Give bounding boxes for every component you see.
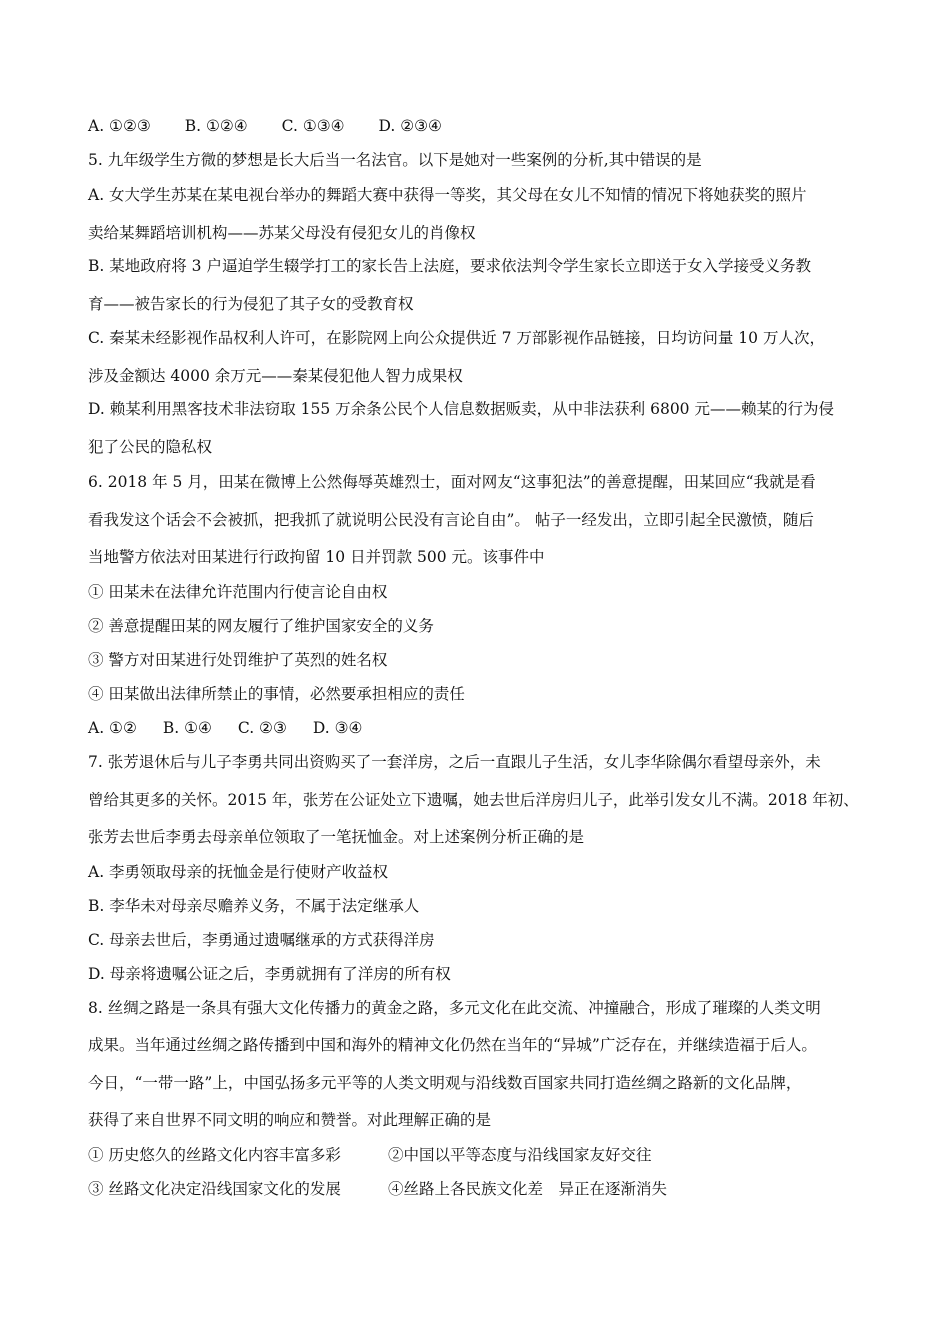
q6-item-4: ④ 田某做出法律所禁止的事情，必然要承担相应的责任	[88, 685, 465, 703]
q6-item-1: ① 田某未在法律允许范围内行使言论自由权	[88, 583, 388, 601]
q6-stem-line1: 6. 2018 年 5 月，田某在微博上公然侮辱英雄烈士，面对网友“这事犯法”的善意提醒，田某回应“我就是看	[88, 473, 816, 491]
q8-stem-line4: 获得了来自世界不同文明的响应和赞誉。对此理解正确的是	[88, 1111, 492, 1129]
q4-option-d: D. ②③④	[378, 117, 442, 135]
q8-items-row2	[88, 1179, 868, 1199]
q8-stem-line3: 今日，“一带一路”上，中国弘扬多元平等的人类文明观与沿线数百国家共同打造丝绸之路新的文化品牌，	[88, 1074, 802, 1092]
q6-option-d: D. ③④	[312, 719, 363, 737]
q5-option-d-line1: D. 赖某利用黑客技术非法窃取 155 万余条公民个人信息数据贩卖，从中非法获利 6800 元——赖某的行为侵	[88, 400, 834, 418]
q5-option-b-line1: B. 某地政府将 3 户逼迫学生辍学打工的家长告上法庭，要求依法判令学生家长立即送于女入学接受义务教	[88, 257, 811, 275]
q7-stem-line1: 7. 张芳退休后与儿子李勇共同出资购买了一套洋房，之后一直跟儿子生活，女儿李华除偶尔看望母亲外，未	[88, 753, 821, 771]
q7-option-c: C. 母亲去世后，李勇通过遗嘱继承的方式获得洋房	[88, 931, 435, 949]
q4-option-b: B. ①②④	[184, 117, 248, 135]
q6-option-c: C. ②③	[237, 719, 287, 737]
q6-stem-line2: 看我发这个话会不会被抓，把我抓了就说明公民没有言论自由”。 帖子一经发出，立即引起全民激愤，随后	[88, 511, 814, 529]
q5-option-c-line2: 涉及金额达 4000 余万元——秦某侵犯他人智力成果权	[88, 367, 463, 385]
q7-option-d: D. 母亲将遗嘱公证之后，李勇就拥有了洋房的所有权	[88, 965, 451, 983]
q7-option-a: A. 李勇领取母亲的抚恤金是行使财产收益权	[88, 863, 389, 881]
q7-option-b: B. 李华未对母亲尽赡养义务，不属于法定继承人	[88, 897, 420, 915]
q8-items-row1	[88, 1145, 868, 1165]
q4-option-c: C. ①③④	[281, 117, 345, 135]
q5-option-b-line2: 育——被告家长的行为侵犯了其子女的受教育权	[88, 295, 414, 313]
q6-item-2: ② 善意提醒田某的网友履行了维护国家安全的义务	[88, 617, 434, 635]
q5-option-a-line2: 卖给某舞蹈培训机构——苏某父母没有侵犯女儿的肖像权	[88, 224, 476, 242]
q6-item-3: ③ 警方对田某进行处罚维护了英烈的姓名权	[88, 651, 388, 669]
q4-options	[88, 116, 868, 136]
q5-option-a-line1: A. 女大学生苏某在某电视台举办的舞蹈大赛中获得一等奖，其父母在女儿不知情的情况下将她获奖的照片	[88, 186, 807, 204]
q7-stem-line2: 曾给其更多的关怀。2015 年，张芳在公证处立下遗嘱，她去世后洋房归儿子，此举引发女儿不满。2018 年初、	[88, 791, 859, 809]
q4-option-a: A. ①②③	[88, 117, 151, 135]
q6-stem-line3: 当地警方依法对田某进行行政拘留 10 日并罚款 500 元。该事件中	[88, 548, 545, 566]
q8-item-3: ③ 丝路文化决定沿线国家文化的发展	[88, 1180, 341, 1198]
q8-item-1: ① 历史悠久的丝路文化内容丰富多彩	[88, 1146, 341, 1164]
q5-stem: 5. 九年级学生方微的梦想是长大后当一名法官。以下是她对一些案例的分析,其中错误的是	[88, 151, 702, 169]
q7-stem-line3: 张芳去世后李勇去母亲单位领取了一笔抚恤金。对上述案例分析正确的是	[88, 828, 585, 846]
q6-option-b: B. ①④	[162, 719, 212, 737]
q8-stem-line1: 8. 丝绸之路是一条具有强大文化传播力的黄金之路，多元文化在此交流、冲撞融合，形成了璀璨的人类文明	[88, 999, 821, 1017]
q8-stem-line2: 成果。当年通过丝绸之路传播到中国和海外的精神文化仍然在当年的“异城”广泛存在，并继续造福于后人。	[88, 1036, 817, 1054]
q6-options	[88, 718, 868, 738]
q8-item-4: ④丝路上各民族文化差 异正在逐渐消失	[388, 1180, 668, 1198]
q6-option-a: A. ①②	[88, 719, 137, 737]
q5-option-c-line1: C. 秦某未经影视作品权利人许可，在影院网上向公众提供近 7 万部影视作品链接，日均访问量 10 万人次，	[88, 329, 825, 347]
q8-item-2: ②中国以平等态度与沿线国家友好交往	[388, 1146, 652, 1164]
q5-option-d-line2: 犯了公民的隐私权	[88, 438, 213, 456]
